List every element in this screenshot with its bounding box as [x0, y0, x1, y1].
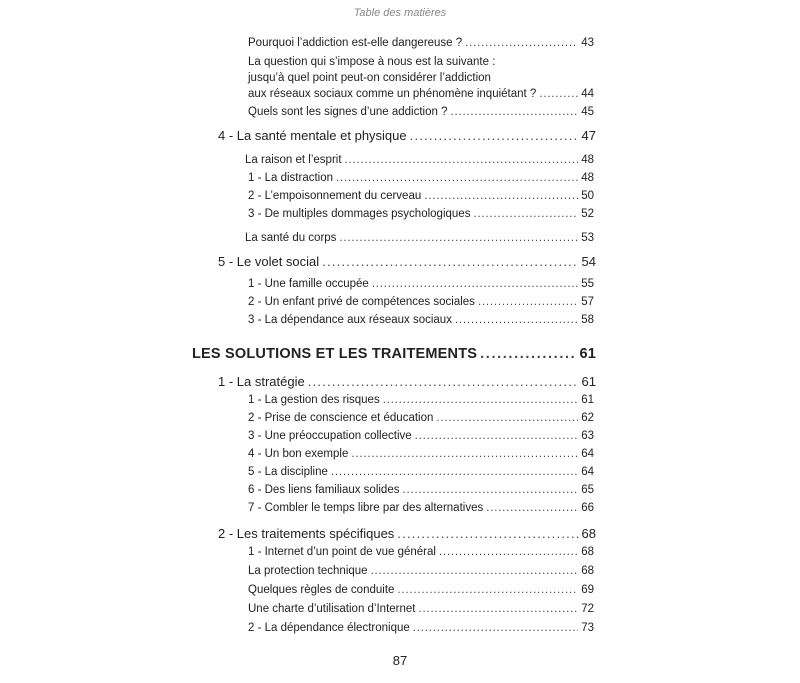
dot-leader — [455, 313, 578, 327]
toc-entry-page: 53 — [581, 232, 594, 244]
toc-entry — [248, 189, 594, 203]
toc-entry-page: 55 — [581, 278, 594, 290]
dot-leader — [351, 447, 578, 461]
toc-entry-page: 72 — [581, 603, 594, 615]
toc-entry-title: 4 - Un bon exemple — [248, 448, 349, 460]
dot-leader — [345, 153, 579, 167]
toc-chapter — [218, 375, 596, 389]
toc-entry-title: 5 - Le volet social — [218, 254, 320, 269]
toc-entry-page: 68 — [581, 526, 596, 541]
toc-entry — [248, 447, 594, 461]
toc-chapter — [218, 129, 596, 143]
toc-entry-title: 1 - La stratégie — [218, 374, 305, 389]
toc-entry — [248, 277, 594, 291]
toc-entry — [248, 602, 594, 616]
toc-entry-page: 64 — [581, 466, 594, 478]
dot-leader — [372, 277, 578, 291]
dot-leader — [397, 527, 578, 541]
toc-entry-page: 61 — [581, 394, 594, 406]
toc-entry — [248, 36, 594, 50]
toc-entry — [248, 483, 594, 497]
toc-entry-title: La santé du corps — [245, 232, 337, 244]
toc-entry-title: 2 - Les traitements spécifiques — [218, 526, 395, 541]
toc-entry-page: 61 — [581, 374, 596, 389]
toc-entry-title: Pourquoi l’addiction est-elle dangereuse ? — [248, 37, 463, 49]
toc-entry — [248, 393, 594, 407]
toc-entry-title: Quels sont les signes d’une addiction ? — [248, 106, 448, 118]
dot-leader — [436, 411, 578, 425]
dot-leader — [415, 429, 579, 443]
toc-entry — [248, 621, 594, 635]
toc-entry-page: 62 — [581, 412, 594, 424]
dot-leader — [473, 207, 578, 221]
dot-leader — [397, 583, 578, 597]
toc-entry — [248, 105, 594, 119]
dot-leader — [480, 347, 576, 361]
dot-leader — [371, 564, 579, 578]
toc-entry — [248, 564, 594, 578]
dot-leader — [465, 36, 578, 50]
toc-entry-title: La raison et l’esprit — [245, 154, 342, 166]
toc-entry-page: 64 — [581, 448, 594, 460]
toc-entry-page: 61 — [579, 346, 596, 362]
toc-entry — [248, 411, 594, 425]
toc-entry — [248, 501, 594, 515]
toc-entry-title: 1 - La distraction — [248, 172, 334, 184]
toc-entry-page: 48 — [581, 172, 594, 184]
toc-entry-page: 68 — [581, 546, 594, 558]
toc-entry-title: LES SOLUTIONS ET LES TRAITEMENTS — [192, 346, 478, 362]
dot-leader — [336, 171, 578, 185]
toc-entry-page: 69 — [581, 584, 594, 596]
toc-entry-title: 6 - Des liens familiaux solides — [248, 484, 400, 496]
toc-entry-title: 1 - La gestion des risques — [248, 394, 380, 406]
toc-entry-page: 45 — [581, 106, 594, 118]
toc-entry-title: 1 - Une famille occupée — [248, 278, 369, 290]
page-number: 87 — [392, 653, 408, 668]
toc-entry-title: 2 - La dépendance électronique — [248, 622, 410, 634]
toc-entry-page: 73 — [581, 622, 594, 634]
toc-entry-title: Quelques règles de conduite — [248, 584, 395, 596]
toc-chapter — [218, 527, 596, 541]
toc-entry — [248, 295, 594, 309]
toc-entry — [248, 207, 594, 221]
dot-leader — [413, 621, 578, 635]
toc-entry-page: 44 — [581, 88, 594, 100]
dot-leader — [450, 105, 578, 119]
toc-entry-page: 52 — [581, 208, 594, 220]
dot-leader — [439, 545, 578, 559]
toc-entry-title: 3 - De multiples dommages psychologiques — [248, 208, 471, 220]
toc-entry-title: 4 - La santé mentale et physique — [218, 128, 407, 143]
toc-entry-title: 5 - La discipline — [248, 466, 328, 478]
toc-entry-title: 2 - Un enfant privé de compétences sociales — [248, 296, 475, 308]
toc-entry-title: 1 - Internet d’un point de vue général — [248, 546, 436, 558]
dot-leader — [383, 393, 579, 407]
toc-entry-title: 3 - Une préoccupation collective — [248, 430, 412, 442]
dot-leader — [308, 375, 579, 389]
toc-part-heading — [192, 347, 596, 361]
toc-entry — [245, 231, 594, 245]
toc-entry-page: 54 — [581, 254, 596, 269]
toc-entry-page: 68 — [581, 565, 594, 577]
toc-entry — [245, 153, 594, 167]
toc-entry — [248, 171, 594, 185]
dot-leader — [402, 483, 578, 497]
toc-entry-title: aux réseaux sociaux comme un phénomène inquiétant ? — [248, 88, 537, 100]
dot-leader — [339, 231, 578, 245]
toc-entry-title: 3 - La dépendance aux réseaux sociaux — [248, 314, 452, 326]
toc-entry-page: 65 — [581, 484, 594, 496]
dot-leader — [331, 465, 578, 479]
toc-entry — [248, 545, 594, 559]
toc-entry-title: Une charte d’utilisation d’Internet — [248, 603, 416, 615]
running-header: Table des matières — [353, 7, 447, 19]
toc-entry — [248, 465, 594, 479]
dot-leader — [424, 189, 578, 203]
toc-entry — [248, 429, 594, 443]
toc-entry-line: jusqu’à quel point peut-on considérer l’addiction — [248, 72, 491, 84]
toc-entry-page: 43 — [581, 37, 594, 49]
dot-leader — [486, 501, 578, 515]
toc-entry-page: 50 — [581, 190, 594, 202]
toc-entry — [248, 87, 594, 101]
toc-entry-title: 7 - Combler le temps libre par des alternatives — [248, 502, 484, 514]
toc-entry-page: 58 — [581, 314, 594, 326]
dot-leader — [322, 255, 578, 269]
toc-chapter — [218, 255, 596, 269]
toc-entry-page: 63 — [581, 430, 594, 442]
toc-entry-title: 2 - L’empoisonnement du cerveau — [248, 190, 422, 202]
toc-entry-page: 48 — [581, 154, 594, 166]
dot-leader — [539, 87, 578, 101]
toc-entry-page: 47 — [581, 128, 596, 143]
toc-entry — [248, 583, 594, 597]
toc-entry-line: La question qui s’impose à nous est la suivante : — [248, 56, 496, 68]
dot-leader — [419, 602, 579, 616]
dot-leader — [478, 295, 578, 309]
dot-leader — [410, 129, 579, 143]
toc-entry-page: 66 — [581, 502, 594, 514]
toc-entry-title: 2 - Prise de conscience et éducation — [248, 412, 434, 424]
toc-entry — [248, 313, 594, 327]
toc-entry-title: La protection technique — [248, 565, 368, 577]
toc-entry-page: 57 — [581, 296, 594, 308]
